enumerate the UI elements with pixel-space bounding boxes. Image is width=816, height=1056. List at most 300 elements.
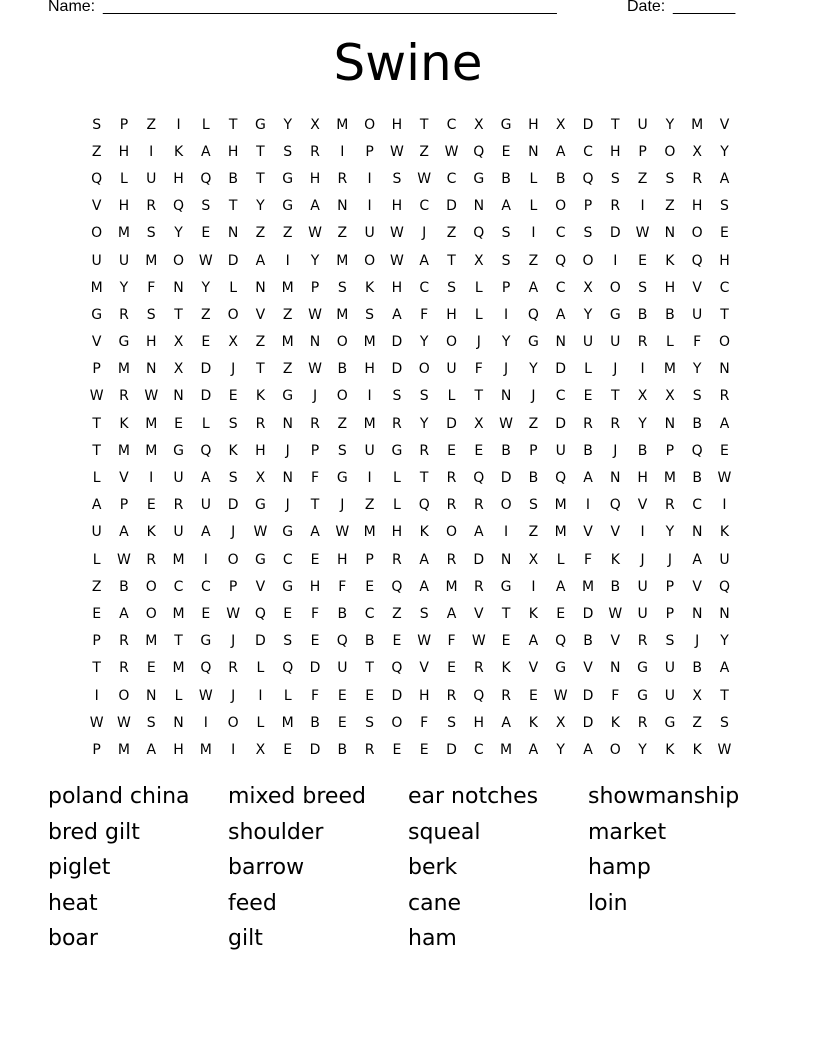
grid-letter[interactable]: N xyxy=(500,388,512,405)
grid-letter[interactable]: G xyxy=(255,551,266,568)
grid-letter[interactable]: G xyxy=(473,170,485,187)
grid-letter[interactable]: P xyxy=(665,605,675,622)
grid-letter[interactable]: T xyxy=(501,605,511,622)
grid-letter[interactable]: F xyxy=(474,361,483,378)
grid-letter[interactable]: M xyxy=(117,225,130,242)
grid-letter[interactable]: A xyxy=(419,551,429,568)
grid-letter[interactable]: I xyxy=(94,687,99,704)
grid-letter[interactable]: D xyxy=(200,388,212,405)
grid-letter[interactable]: I xyxy=(231,741,236,758)
grid-letter[interactable]: Z xyxy=(91,143,102,160)
grid-letter[interactable]: H xyxy=(528,116,539,133)
grid-letter[interactable]: J xyxy=(695,633,700,650)
grid-letter[interactable]: L xyxy=(174,687,183,704)
grid-letter[interactable]: F xyxy=(693,334,702,351)
grid-letter[interactable]: Z xyxy=(637,170,648,187)
grid-letter[interactable]: R xyxy=(119,660,129,677)
grid-letter[interactable]: R xyxy=(501,687,511,704)
grid-letter[interactable]: U xyxy=(664,660,675,677)
grid-letter[interactable]: R xyxy=(446,687,457,704)
grid-letter[interactable]: M xyxy=(117,442,130,459)
grid-letter[interactable]: W xyxy=(117,551,131,568)
grid-letter[interactable]: E xyxy=(310,551,320,568)
grid-letter[interactable]: M xyxy=(363,334,376,351)
grid-letter[interactable]: L xyxy=(229,279,238,296)
grid-letter[interactable]: R xyxy=(255,415,266,432)
grid-letter[interactable]: A xyxy=(119,524,129,541)
grid-letter[interactable]: L xyxy=(92,470,101,487)
grid-letter[interactable]: E xyxy=(201,334,211,351)
grid-letter[interactable]: U xyxy=(146,170,157,187)
grid-letter[interactable]: G xyxy=(118,334,130,351)
grid-letter[interactable]: S xyxy=(283,143,293,160)
grid-letter[interactable]: I xyxy=(340,143,345,160)
grid-letter[interactable]: J xyxy=(422,225,427,242)
grid-letter[interactable]: X xyxy=(310,116,320,133)
grid-letter[interactable]: O xyxy=(91,225,103,242)
grid-letter[interactable]: U xyxy=(337,660,348,677)
grid-letter[interactable]: V xyxy=(255,578,266,595)
grid-letter[interactable]: A xyxy=(555,143,566,160)
grid-letter[interactable]: U xyxy=(364,442,375,459)
grid-letter[interactable]: C xyxy=(200,578,211,595)
grid-letter[interactable]: L xyxy=(283,687,292,704)
grid-letter[interactable]: S xyxy=(528,497,538,514)
grid-letter[interactable]: S xyxy=(365,714,375,731)
grid-letter[interactable]: W xyxy=(144,388,159,405)
grid-letter[interactable]: B xyxy=(583,633,593,650)
grid-letter[interactable]: D xyxy=(309,741,321,758)
grid-letter[interactable]: G xyxy=(637,660,649,677)
grid-letter[interactable]: X xyxy=(692,143,702,160)
grid-letter[interactable]: W xyxy=(717,470,732,487)
grid-letter[interactable]: I xyxy=(640,198,645,215)
grid-letter[interactable]: V xyxy=(583,660,593,677)
grid-letter[interactable]: S xyxy=(692,388,702,405)
grid-letter[interactable]: T xyxy=(228,198,238,215)
grid-letter[interactable]: H xyxy=(255,442,266,459)
grid-letter[interactable]: P xyxy=(310,442,320,459)
grid-letter[interactable]: X xyxy=(583,279,593,296)
grid-letter[interactable]: A xyxy=(119,605,129,622)
grid-letter[interactable]: C xyxy=(282,551,293,568)
grid-letter[interactable]: H xyxy=(473,714,485,731)
grid-letter[interactable]: X xyxy=(173,361,184,378)
grid-letter[interactable]: Y xyxy=(665,116,675,133)
grid-letter[interactable]: X xyxy=(474,116,484,133)
grid-letter[interactable]: Y xyxy=(419,415,429,432)
grid-letter[interactable]: I xyxy=(613,252,618,269)
grid-letter[interactable]: R xyxy=(446,470,457,487)
grid-letter[interactable]: M xyxy=(145,252,158,269)
grid-letter[interactable]: G xyxy=(500,578,512,595)
grid-letter[interactable]: U xyxy=(173,470,184,487)
grid-letter[interactable]: Y xyxy=(665,524,675,541)
grid-letter[interactable]: E xyxy=(501,633,511,650)
grid-letter[interactable]: M xyxy=(581,578,595,595)
grid-letter[interactable]: Z xyxy=(392,605,402,622)
grid-letter[interactable]: S xyxy=(501,225,511,242)
grid-letter[interactable]: N xyxy=(146,361,157,378)
grid-letter[interactable]: K xyxy=(665,252,675,269)
grid-letter[interactable]: S xyxy=(228,470,238,487)
grid-letter[interactable]: Z xyxy=(282,361,293,378)
grid-letter[interactable]: R xyxy=(310,415,320,432)
grid-letter[interactable]: D xyxy=(446,415,457,432)
grid-letter[interactable]: R xyxy=(610,415,621,432)
grid-letter[interactable]: W xyxy=(717,741,732,758)
grid-letter[interactable]: Q xyxy=(200,660,212,677)
grid-letter[interactable]: W xyxy=(89,714,104,731)
grid-letter[interactable]: M xyxy=(281,334,294,351)
grid-letter[interactable]: X xyxy=(692,687,702,704)
grid-letter[interactable]: A xyxy=(501,198,511,215)
grid-letter[interactable]: Z xyxy=(146,116,157,133)
grid-letter[interactable]: L xyxy=(393,470,401,487)
grid-letter[interactable]: A xyxy=(719,170,730,187)
grid-letter[interactable]: X xyxy=(637,388,648,405)
grid-letter[interactable]: H xyxy=(173,170,184,187)
grid-letter[interactable]: G xyxy=(200,633,212,650)
grid-letter[interactable]: S xyxy=(583,225,593,242)
grid-letter[interactable]: K xyxy=(228,442,238,459)
grid-letter[interactable]: W xyxy=(253,524,268,541)
grid-letter[interactable]: L xyxy=(474,306,483,323)
grid-letter[interactable]: L xyxy=(474,279,483,296)
grid-letter[interactable]: N xyxy=(337,198,348,215)
grid-letter[interactable]: U xyxy=(664,687,675,704)
grid-letter[interactable]: S xyxy=(720,198,729,215)
grid-letter[interactable]: P xyxy=(92,361,101,378)
grid-letter[interactable]: M xyxy=(172,551,185,568)
grid-letter[interactable]: L xyxy=(256,714,265,731)
grid-letter[interactable]: S xyxy=(146,225,156,242)
grid-letter[interactable]: E xyxy=(283,741,293,758)
grid-letter[interactable]: R xyxy=(392,415,402,432)
grid-letter[interactable]: Q xyxy=(691,442,703,459)
grid-letter[interactable]: N xyxy=(227,225,239,242)
grid-letter[interactable]: A xyxy=(201,143,211,160)
grid-letter[interactable]: M xyxy=(500,741,513,758)
grid-letter[interactable]: W xyxy=(117,714,131,731)
grid-letter[interactable]: Y xyxy=(283,116,292,133)
grid-letter[interactable]: O xyxy=(582,252,594,269)
grid-letter[interactable]: K xyxy=(146,524,156,541)
grid-letter[interactable]: F xyxy=(310,687,320,704)
grid-letter[interactable]: J xyxy=(312,388,318,405)
grid-letter[interactable]: A xyxy=(501,714,511,731)
grid-letter[interactable]: Y xyxy=(638,415,647,432)
grid-letter[interactable]: B xyxy=(637,306,648,323)
grid-letter[interactable]: R xyxy=(692,170,703,187)
grid-letter[interactable]: Q xyxy=(173,198,185,215)
grid-letter[interactable]: X xyxy=(255,741,266,758)
grid-letter[interactable]: M xyxy=(663,361,676,378)
grid-letter[interactable]: Q xyxy=(200,170,212,187)
grid-letter[interactable]: Q xyxy=(473,143,485,160)
grid-letter[interactable]: M xyxy=(117,741,130,758)
grid-letter[interactable]: V xyxy=(119,470,129,487)
grid-letter[interactable]: Y xyxy=(638,741,647,758)
grid-letter[interactable]: O xyxy=(445,524,458,541)
grid-letter[interactable]: M xyxy=(117,361,130,378)
grid-letter[interactable]: X xyxy=(255,470,266,487)
grid-letter[interactable]: V xyxy=(91,334,102,351)
grid-letter[interactable]: U xyxy=(200,497,211,514)
grid-letter[interactable]: R xyxy=(446,497,457,514)
grid-letter[interactable]: D xyxy=(500,470,512,487)
grid-letter[interactable]: R xyxy=(119,633,129,650)
grid-letter[interactable]: R xyxy=(610,198,621,215)
grid-letter[interactable]: H xyxy=(337,551,348,568)
grid-letter[interactable]: N xyxy=(610,660,621,677)
grid-letter[interactable]: G xyxy=(282,578,294,595)
grid-letter[interactable]: I xyxy=(640,524,645,541)
grid-letter[interactable]: S xyxy=(201,198,211,215)
grid-letter[interactable]: U xyxy=(610,334,621,351)
grid-letter[interactable]: E xyxy=(501,143,511,160)
grid-letter[interactable]: H xyxy=(391,524,403,541)
grid-letter[interactable]: Y xyxy=(583,306,593,323)
grid-letter[interactable]: V xyxy=(692,578,702,595)
grid-letter[interactable]: L xyxy=(393,497,401,514)
grid-letter[interactable]: U xyxy=(118,252,130,269)
grid-letter[interactable]: R xyxy=(446,551,457,568)
grid-letter[interactable]: N xyxy=(146,687,157,704)
grid-letter[interactable]: T xyxy=(228,116,238,133)
grid-letter[interactable]: A xyxy=(583,741,593,758)
grid-letter[interactable]: J xyxy=(640,551,645,568)
grid-letter[interactable]: R xyxy=(310,143,320,160)
grid-letter[interactable]: T xyxy=(256,143,265,160)
grid-letter[interactable]: R xyxy=(419,442,430,459)
grid-letter[interactable]: O xyxy=(227,714,239,731)
grid-letter[interactable]: Z xyxy=(201,306,211,323)
grid-letter[interactable]: P xyxy=(365,551,374,568)
grid-letter[interactable]: M xyxy=(281,714,294,731)
grid-letter[interactable]: B xyxy=(228,170,238,187)
grid-letter[interactable]: G xyxy=(527,334,539,351)
grid-letter[interactable]: N xyxy=(610,470,621,487)
grid-letter[interactable]: N xyxy=(309,334,321,351)
grid-letter[interactable]: M xyxy=(145,415,158,432)
grid-letter[interactable]: S xyxy=(337,279,347,296)
grid-letter[interactable]: I xyxy=(367,388,372,405)
grid-letter[interactable]: U xyxy=(637,605,648,622)
grid-letter[interactable]: E xyxy=(392,741,402,758)
grid-letter[interactable]: K xyxy=(665,741,675,758)
grid-letter[interactable]: A xyxy=(201,524,211,541)
grid-letter[interactable]: U xyxy=(91,524,102,541)
grid-letter[interactable]: H xyxy=(719,252,730,269)
grid-letter[interactable]: G xyxy=(255,497,266,514)
grid-letter[interactable]: X xyxy=(474,252,484,269)
grid-letter[interactable]: A xyxy=(91,497,102,514)
grid-letter[interactable]: N xyxy=(528,143,539,160)
grid-letter[interactable]: Q xyxy=(336,633,348,650)
grid-letter[interactable]: C xyxy=(555,279,566,296)
grid-letter[interactable]: I xyxy=(640,361,645,378)
grid-letter[interactable]: H xyxy=(418,687,430,704)
grid-letter[interactable]: G xyxy=(336,470,348,487)
grid-letter[interactable]: G xyxy=(173,442,184,459)
grid-letter[interactable]: M xyxy=(145,442,158,459)
grid-letter[interactable]: T xyxy=(92,415,101,432)
grid-letter[interactable]: M xyxy=(336,306,349,323)
grid-letter[interactable]: S xyxy=(392,388,402,405)
grid-letter[interactable]: R xyxy=(637,633,648,650)
grid-letter[interactable]: O xyxy=(555,198,567,215)
grid-letter[interactable]: E xyxy=(447,442,456,459)
grid-letter[interactable]: V xyxy=(637,497,648,514)
grid-letter[interactable]: R xyxy=(228,660,238,677)
grid-letter[interactable]: B xyxy=(637,442,648,459)
grid-letter[interactable]: H xyxy=(145,334,157,351)
grid-letter[interactable]: N xyxy=(691,605,703,622)
grid-letter[interactable]: N xyxy=(282,415,293,432)
grid-letter[interactable]: B xyxy=(119,578,129,595)
grid-letter[interactable]: E xyxy=(310,633,320,650)
grid-letter[interactable]: H xyxy=(664,279,676,296)
grid-letter[interactable]: C xyxy=(446,170,457,187)
grid-letter[interactable]: C xyxy=(446,116,457,133)
grid-letter[interactable]: H xyxy=(637,470,648,487)
grid-letter[interactable]: K xyxy=(610,551,620,568)
grid-letter[interactable]: J xyxy=(340,497,345,514)
grid-letter[interactable]: K xyxy=(692,741,702,758)
date-line[interactable]: _______ xyxy=(673,0,736,15)
grid-letter[interactable]: S xyxy=(283,633,293,650)
grid-letter[interactable]: Q xyxy=(473,687,485,704)
grid-letter[interactable]: M xyxy=(445,578,458,595)
grid-letter[interactable]: E xyxy=(447,660,456,677)
grid-letter[interactable]: J xyxy=(231,687,236,704)
grid-letter[interactable]: J xyxy=(667,551,672,568)
grid-letter[interactable]: V xyxy=(610,633,621,650)
grid-letter[interactable]: O xyxy=(173,252,185,269)
grid-letter[interactable]: R xyxy=(637,714,648,731)
grid-letter[interactable]: R xyxy=(473,578,484,595)
grid-letter[interactable]: Q xyxy=(282,660,294,677)
grid-letter[interactable]: E xyxy=(174,415,183,432)
grid-letter[interactable]: M xyxy=(336,116,349,133)
grid-letter[interactable]: L xyxy=(447,388,456,405)
grid-letter[interactable]: J xyxy=(476,334,481,351)
grid-letter[interactable]: J xyxy=(231,361,236,378)
grid-letter[interactable]: G xyxy=(637,687,649,704)
grid-letter[interactable]: Z xyxy=(282,225,293,242)
grid-letter[interactable]: W xyxy=(308,306,322,323)
grid-letter[interactable]: R xyxy=(583,415,593,432)
grid-letter[interactable]: R xyxy=(719,388,730,405)
grid-letter[interactable]: R xyxy=(119,388,129,405)
grid-letter[interactable]: O xyxy=(718,334,730,351)
grid-letter[interactable]: O xyxy=(364,252,376,269)
grid-letter[interactable]: D xyxy=(200,361,212,378)
grid-letter[interactable]: I xyxy=(203,551,208,568)
grid-letter[interactable]: H xyxy=(118,198,130,215)
grid-letter[interactable]: X xyxy=(555,714,566,731)
grid-letter[interactable]: W xyxy=(635,225,650,242)
grid-letter[interactable]: C xyxy=(473,741,484,758)
grid-letter[interactable]: S xyxy=(419,388,429,405)
grid-letter[interactable]: N xyxy=(255,279,266,296)
grid-letter[interactable]: B xyxy=(665,306,675,323)
grid-letter[interactable]: P xyxy=(92,741,101,758)
grid-letter[interactable]: B xyxy=(501,442,511,459)
grid-letter[interactable]: J xyxy=(504,361,509,378)
grid-letter[interactable]: E xyxy=(146,497,156,514)
grid-letter[interactable]: N xyxy=(555,334,566,351)
grid-letter[interactable]: Q xyxy=(609,497,621,514)
grid-letter[interactable]: H xyxy=(309,170,321,187)
grid-letter[interactable]: Z xyxy=(91,578,102,595)
grid-letter[interactable]: A xyxy=(146,741,157,758)
grid-letter[interactable]: D xyxy=(473,551,485,568)
grid-letter[interactable]: I xyxy=(367,170,372,187)
grid-letter[interactable]: S xyxy=(392,170,402,187)
grid-letter[interactable]: A xyxy=(474,524,484,541)
grid-letter[interactable]: S xyxy=(638,279,648,296)
grid-letter[interactable]: B xyxy=(583,442,593,459)
grid-letter[interactable]: D xyxy=(391,361,403,378)
grid-letter[interactable]: U xyxy=(173,524,184,541)
grid-letter[interactable]: Q xyxy=(473,225,485,242)
grid-letter[interactable]: G xyxy=(664,714,676,731)
grid-letter[interactable]: Q xyxy=(391,578,403,595)
grid-letter[interactable]: Z xyxy=(446,225,457,242)
grid-letter[interactable]: C xyxy=(419,279,430,296)
grid-letter[interactable]: G xyxy=(282,198,294,215)
grid-letter[interactable]: H xyxy=(309,578,321,595)
grid-letter[interactable]: L xyxy=(529,198,538,215)
grid-letter[interactable]: I xyxy=(504,524,509,541)
grid-letter[interactable]: O xyxy=(609,741,621,758)
grid-letter[interactable]: N xyxy=(719,361,730,378)
grid-letter[interactable]: K xyxy=(528,714,538,731)
grid-letter[interactable]: V xyxy=(474,605,484,622)
grid-letter[interactable]: H xyxy=(173,741,184,758)
grid-letter[interactable]: J xyxy=(613,361,618,378)
grid-letter[interactable]: B xyxy=(555,170,566,187)
grid-letter[interactable]: Q xyxy=(527,306,539,323)
grid-letter[interactable]: G xyxy=(282,170,294,187)
grid-letter[interactable]: Q xyxy=(200,442,212,459)
grid-letter[interactable]: E xyxy=(583,388,593,405)
grid-letter[interactable]: Y xyxy=(201,279,211,296)
grid-letter[interactable]: Z xyxy=(255,225,266,242)
grid-letter[interactable]: Z xyxy=(665,198,675,215)
grid-letter[interactable]: W xyxy=(417,633,432,650)
grid-letter[interactable]: N xyxy=(473,198,485,215)
grid-letter[interactable]: Y xyxy=(256,198,265,215)
grid-letter[interactable]: H xyxy=(391,198,403,215)
grid-letter[interactable]: L xyxy=(665,334,674,351)
grid-letter[interactable]: F xyxy=(310,470,320,487)
grid-letter[interactable]: O xyxy=(418,361,430,378)
grid-letter[interactable]: O xyxy=(145,605,157,622)
grid-letter[interactable]: N xyxy=(664,225,676,242)
grid-letter[interactable]: J xyxy=(613,442,618,459)
grid-letter[interactable]: O xyxy=(145,578,157,595)
grid-letter[interactable]: H xyxy=(364,361,375,378)
grid-letter[interactable]: N xyxy=(664,415,676,432)
grid-letter[interactable]: Z xyxy=(364,497,375,514)
grid-letter[interactable]: U xyxy=(719,551,730,568)
grid-letter[interactable]: V xyxy=(255,306,266,323)
grid-letter[interactable]: D xyxy=(582,687,594,704)
grid-letter[interactable]: Y xyxy=(529,361,538,378)
